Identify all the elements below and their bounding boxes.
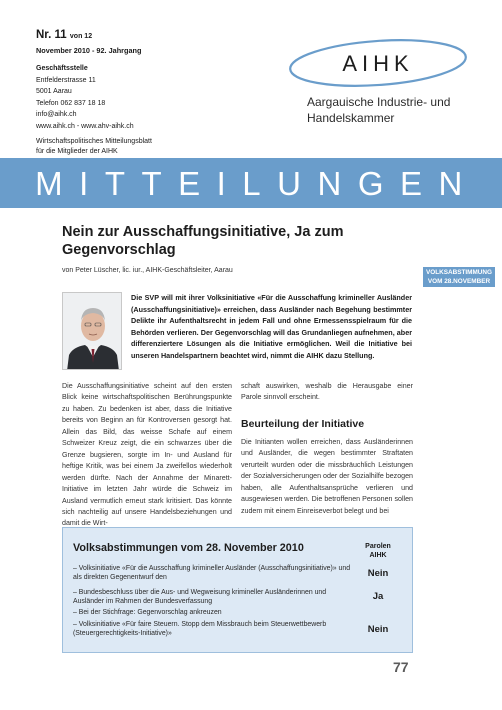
issue-number	[36, 28, 266, 44]
office-address	[36, 63, 266, 132]
kicker-line-1: VOLKSABSTIMMUNG	[425, 269, 493, 276]
office-phone: Telefon 062 837 18 18	[36, 99, 106, 107]
portrait-illustration	[63, 293, 122, 370]
vote-recommendation: Nein	[367, 624, 389, 635]
votes-box-title: Volksabstimmungen vom 28. November 2010	[73, 542, 304, 554]
office-street: Entfelderstrasse 11	[36, 76, 96, 84]
aihk-logo	[286, 36, 470, 90]
masthead-info	[36, 28, 266, 157]
office-email: info@aihk.ch	[36, 111, 77, 118]
logo-text: AIHK	[342, 51, 414, 76]
body-text-left: Die Ausschaffungsinitiative scheint auf den ersten Blick keine wirtschaftspolitischen Berührungspunkte zu haben. Zu bedenken ist aber, dass die Initiative bereits von Beginn an für Kontroversen gesorgt hat. Allein das Bild, das weisse Schafe auf einem Schweizer Kreuz zeigt, die ein schwarzes über die Grenze bugsieren, sorgte im In- und Ausland für heftige Kritik, was bei einem Ja zweifellos wiederholt werden dürfte. Nach der Annahme der Minarett-Initiative im letzten Jahr würde die Schweiz im Ausland vermutlich erneut stark kritisiert. Das könnte sich nachteilig auf unsere Handelsbeziehungen und damit die Wirt-	[62, 382, 232, 528]
vote-recommendation: Ja	[372, 591, 384, 602]
article-column-left	[62, 381, 232, 530]
office-websites: www.aihk.ch - www.ahv-aihk.ch	[36, 122, 134, 130]
article-byline: von Peter Lüscher, lic. iur., AIHK-Geschäftsleiter, Aarau	[62, 267, 233, 274]
recommendation-column-header	[350, 542, 406, 560]
body-text-right-1: schaft auswirken, weshalb die Herausgabe einer Parole sinnvoll erscheint.	[241, 382, 413, 402]
office-city: 5001 Aarau	[36, 88, 72, 95]
issue-number-text: Nr. 11	[36, 29, 67, 41]
issue-date: November 2010 - 92. Jahrgang	[36, 46, 142, 55]
kicker-line-2: VOM 28.NOVEMBER	[427, 278, 491, 285]
vote-recommendation: Nein	[367, 568, 389, 579]
column-header-line-1: Parolen	[365, 543, 391, 550]
office-title: Geschäftsstelle	[36, 65, 88, 72]
vote-item: – Volksinitiative «Für faire Steuern. Stopp dem Missbrauch beim Steuerwettbewerb (Steuergerechtigkeits-Initiative)»	[73, 621, 327, 637]
article-lead: Die SVP will mit ihrer Volksinitiative «Für die Ausschaffung krimineller Ausländer (Ausschaffungsinitiative)» erreichen, dass Ausländer nach Begehung bestimmter Delikte ihr Aufenthaltsrecht in jedem Fall und ohne Ermessensspielraum für die Behörden verlieren. Der Gegenvorschlag will das Grundanliegen aufnehmen, aber differenziertere Lösungen als die Initiative ermöglichen. Weil die Initiative bei unseren Handelspartnern beachtet wird, nimmt die AIHK dazu Stellung.	[131, 293, 412, 360]
organization-line-1: Aargauische Industrie- und	[307, 95, 451, 109]
organization-name	[307, 94, 497, 126]
mitteilungen-banner	[0, 158, 502, 208]
body-text-right-2: Die Initianten wollen erreichen, dass Ausländerinnen und Ausländer, die wegen bestimmter Straftaten verurteilt wurden oder die missbräuchlich Leistungen der Sozialversicherungen oder der Sozialhilfe bezogen haben, alle Aufenthaltsansprüche verlieren und ausgewiesen werden. Die betroffenen Personen sollen zudem mit einem Einreiseverbot belegt und bei	[241, 437, 413, 515]
tagline	[36, 137, 266, 157]
tagline-line-1: Wirtschaftspolitisches Mitteilungsblatt	[36, 138, 152, 145]
topic-kicker	[423, 267, 495, 287]
author-portrait	[62, 292, 122, 370]
banner-title: MITTEILUNGEN	[35, 165, 479, 202]
article-column-right	[241, 381, 413, 517]
vote-item: – Bundesbeschluss über die Aus- und Wegweisung krimineller Ausländerinnen und Ausländer im Rahmen der Bundesverfassung	[73, 589, 327, 605]
article-headline: Nein zur Ausschaffungsinitiative, Ja zum Gegenvorschlag	[62, 224, 344, 258]
tagline-line-2: für die Mitglieder der AIHK	[36, 148, 118, 155]
section-subhead: Beurteilung der Initiative	[241, 417, 365, 430]
column-header-line-2: AIHK	[369, 552, 387, 559]
vote-item: – Bei der Stichfrage: Gegenvorschlag ankreuzen	[73, 609, 222, 616]
votes-info-box	[62, 527, 413, 653]
page-number: 77	[393, 659, 409, 675]
organization-line-2: Handelskammer	[307, 111, 395, 125]
vote-item: – Volksinitiative «Für die Ausschaffung krimineller Ausländer (Ausschaffungsinitiative)» und als direkten Gegenentwurf den	[73, 565, 351, 581]
issue-of-text: von 12	[69, 33, 93, 40]
